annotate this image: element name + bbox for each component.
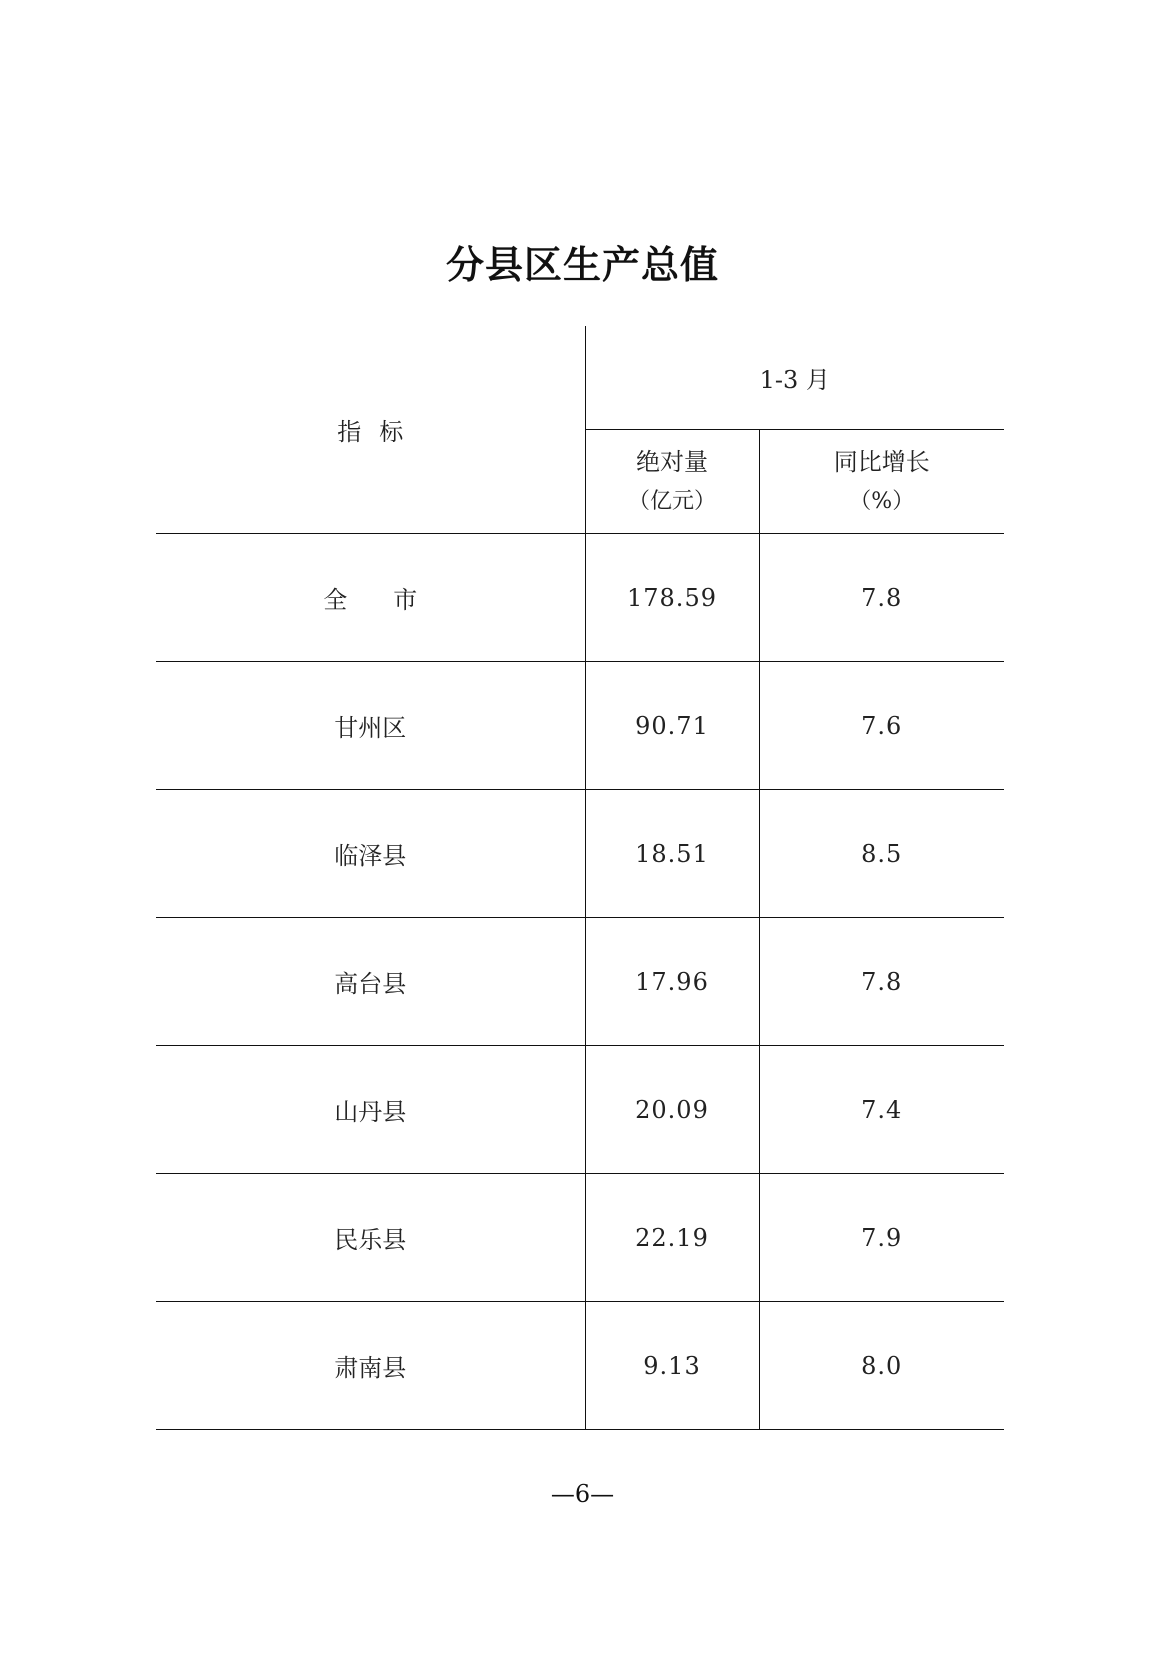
page-number: —6— — [550, 1480, 615, 1508]
table-row — [156, 790, 1004, 918]
row-growth: 7.4 — [759, 1046, 1004, 1174]
absolute-value-label: 绝对量 — [636, 447, 708, 476]
page-title: 分县区生产总值 — [445, 243, 719, 287]
row-value: 178.59 — [585, 534, 759, 662]
row-value: 17.96 — [585, 918, 759, 1046]
table-row — [156, 534, 1004, 662]
gdp-by-county-table — [156, 326, 1004, 1430]
row-value: 18.51 — [585, 790, 759, 918]
row-growth: 8.0 — [759, 1302, 1004, 1430]
table-row — [156, 662, 1004, 790]
row-name: 全市 — [156, 534, 585, 662]
row-value: 20.09 — [585, 1046, 759, 1174]
table-row — [156, 1302, 1004, 1430]
table-row — [156, 918, 1004, 1046]
absolute-value-header — [585, 430, 759, 534]
row-growth: 8.5 — [759, 790, 1004, 918]
row-name: 肃南县 — [156, 1302, 585, 1430]
row-name: 临泽县 — [156, 790, 585, 918]
absolute-value-unit: （亿元） — [627, 488, 716, 514]
row-value: 9.13 — [585, 1302, 759, 1430]
row-name: 甘州区 — [156, 662, 585, 790]
row-value: 22.19 — [585, 1174, 759, 1302]
period-header: 1-3 月 — [585, 326, 1004, 430]
indicator-header: 指标 — [156, 326, 585, 534]
row-growth: 7.9 — [759, 1174, 1004, 1302]
growth-header — [759, 430, 1004, 534]
table-row — [156, 1046, 1004, 1174]
table-row — [156, 1174, 1004, 1302]
row-name: 民乐县 — [156, 1174, 585, 1302]
row-name: 高台县 — [156, 918, 585, 1046]
table-header-row — [156, 326, 1004, 430]
row-growth: 7.6 — [759, 662, 1004, 790]
row-value: 90.71 — [585, 662, 759, 790]
growth-unit: （%） — [849, 488, 915, 514]
row-growth: 7.8 — [759, 918, 1004, 1046]
growth-label: 同比增长 — [833, 447, 930, 476]
row-name: 山丹县 — [156, 1046, 585, 1174]
row-growth: 7.8 — [759, 534, 1004, 662]
